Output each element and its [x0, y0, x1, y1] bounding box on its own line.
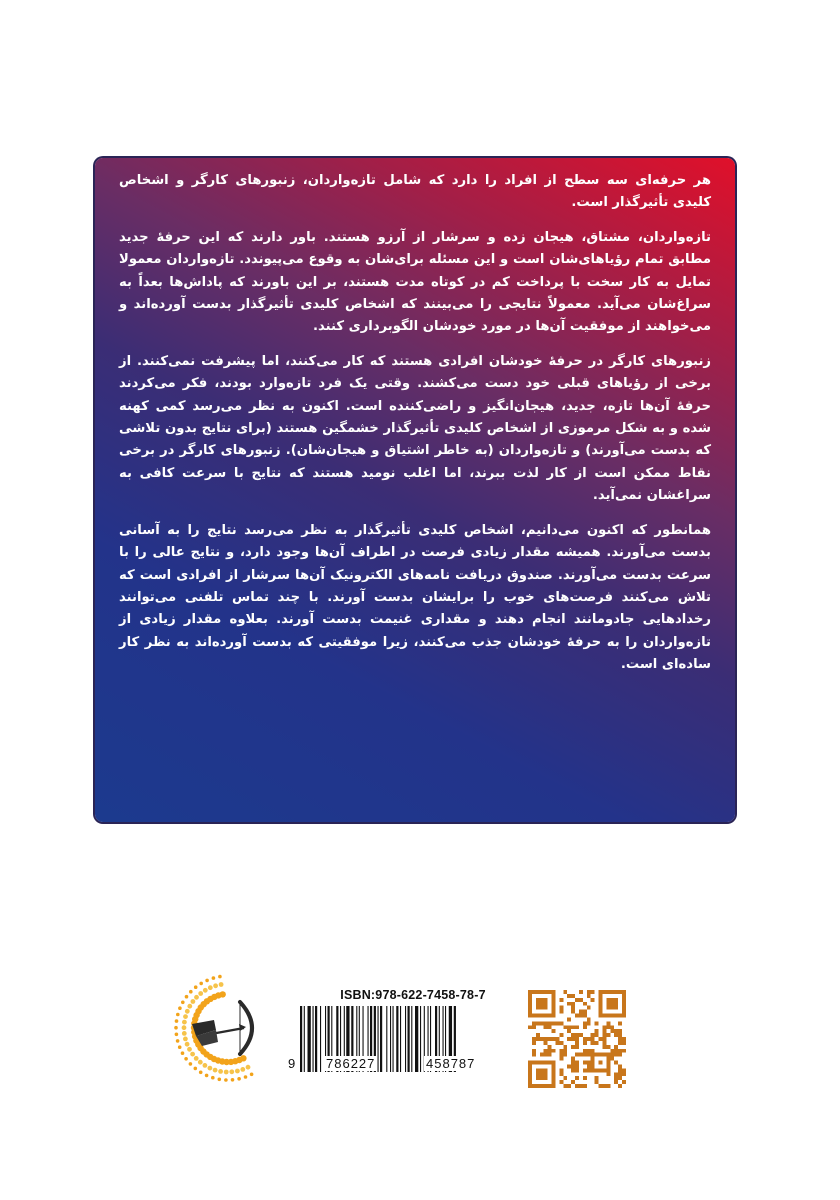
qr-code-icon: [528, 990, 626, 1088]
paragraph-1: هر حرفه‌ای سه سطح از افراد را دارد که شامل تازه‌واردان، زنبورهای کارگر و اشخاص کلیدی تأثیرگذار است.: [119, 173, 711, 211]
barcode-lead-digit: 9: [288, 1056, 296, 1071]
back-cover-footer: [0, 960, 840, 1100]
sun-archer-logo-icon: [170, 972, 282, 1084]
paragraph-2: تازه‌واردان، مشتاق، هیجان زده و سرشار از آرزو هستند. باور دارند که این حرفهٔ جدید مطابق تمام رؤیاهای‌شان است و این مسئله برای‌شان به وقوع می‌پیوندد. تازه‌واردان معمولا تمایل به کار سخت با پرداخت کم در کوتاه مدت هستند، بر این باورند که پاداش‌ها بعداً به سراغ‌شان می‌آید. معمولاً نتایجی را می‌بینند که اشخاص کلیدی تأثیرگذار بدست آورده‌اند و می‌خواهند از موفقیت آن‌ها در مورد خودشان الگوبرداری کنند.: [119, 229, 711, 335]
barcode-right-digits: 458787: [426, 1056, 476, 1071]
barcode-digits: [286, 1056, 512, 1074]
barcode-left-digits: 786227: [326, 1056, 376, 1071]
back-cover-text-box: [95, 158, 735, 822]
paragraph-4: همانطور که اکنون می‌دانیم، اشخاص کلیدی تأثیرگذار به نظر می‌رسد نتایج را به آسانی بدست می‌آورند. همیشه مقدار زیادی فرصت در اطراف آن‌ها وجود دارد، و نتایج عالی را با سرعت بدست می‌آورند. صندوق دریافت نامه‌های الکترونیک آن‌ها سرشار از افرادی است که تلاش می‌کنند فرصت‌های خوب را برایشان بدست آورند. با چند تماس تلفنی می‌توانند رخدادهایی جادومانند انجام دهند و مقداری غنیمت بدست آورند. بعلاوه مقدار زیادی از تازه‌واردان را به حرفهٔ خودشان جذب می‌کنند، زیرا موفقیتی که بدست آورده‌اند به نظر کار ساده‌ای است.: [119, 522, 711, 673]
isbn-label: ISBN:978-622-7458-78-7: [340, 988, 486, 1002]
isbn-barcode: [286, 988, 512, 1084]
paragraph-3: زنبورهای کارگر در حرفهٔ خودشان افرادی هستند که کار می‌کنند، اما پیشرفت نمی‌کنند. از برخی از رؤیاهای قبلی خود دست می‌کشند. وقتی یک فرد تازه‌وارد بودند، فکر می‌کردند حرفهٔ آن‌ها تازه، جدید، هیجان‌انگیز و راضی‌کننده است. اکنون به نظر می‌رسد کمی کهنه شده و به شکل مرموزی از اشخاص کلیدی تأثیرگذار خشمگین هستند (برای نتایج بدون تلاشی که بدست می‌آورند) و تازه‌واردان (به خاطر اشتیاق و هیجان‌شان). زنبورهای کارگر در برخی نقاط ممکن است از کار لذت ببرند، اما اغلب نومید هستند که نتایج با سرعت کافی به سراغشان نمی‌آید.: [119, 353, 711, 504]
